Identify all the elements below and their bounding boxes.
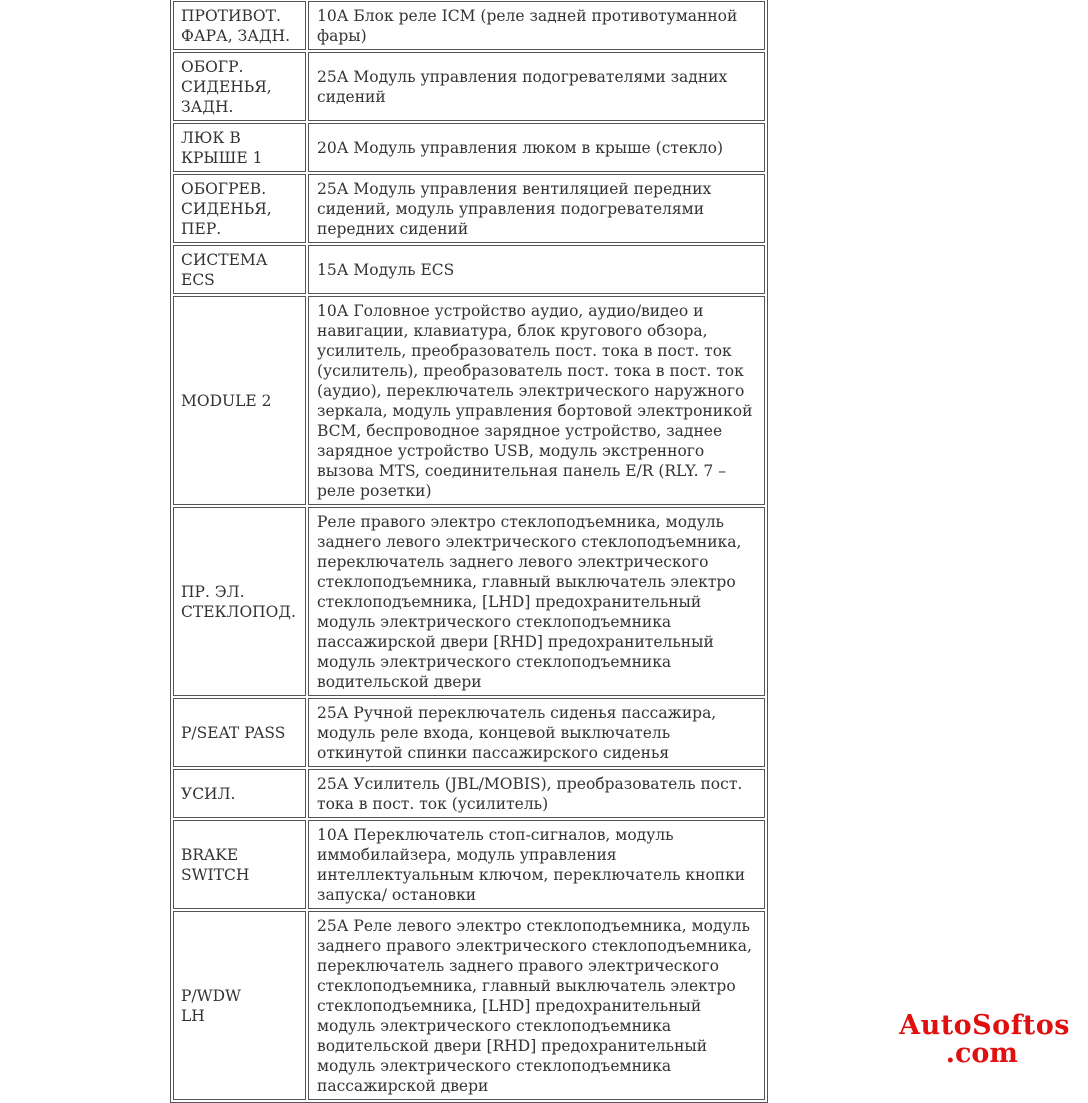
fuse-name-cell: P/SEAT PASS (173, 698, 306, 767)
fuse-name-cell: УСИЛ. (173, 769, 306, 818)
fuse-description-cell: 10А Блок реле ICM (реле задней противотуманной фары) (308, 1, 765, 50)
fuse-description-cell: 25А Модуль управления подогревателями задних сидений (308, 52, 765, 121)
fuse-name-cell: ОБОГРЕВ. СИДЕНЬЯ, ПЕР. (173, 174, 306, 243)
table-row (173, 507, 765, 696)
fuse-name-cell: ПРОТИВОТ. ФАРА, ЗАДН. (173, 1, 306, 50)
table-row (173, 174, 765, 243)
logo-line-2: .com (945, 1038, 1018, 1069)
fuse-description-cell: 10А Головное устройство аудио, аудио/видео и навигации, клавиатура, блок кругового обзора, усилитель, преобразователь пост. тока в пост. ток (усилитель), преобразователь пост. тока в пост. ток (аудио), переключатель электрического наружного зеркала, модуль управления бортовой электроникой BCM, беспроводное зарядное устройство, заднее зарядное устройство USB, модуль экстренного вызова MTS, соединительная панель E/R (RLY. 7 – реле розетки) (308, 296, 765, 505)
table-row (173, 698, 765, 767)
fuse-name-cell: P/WDW LH (173, 911, 306, 1100)
fuse-table (170, 0, 768, 1103)
table-row (173, 123, 765, 172)
fuse-description-cell: 25А Модуль управления вентиляцией передних сидений, модуль управления подогревателями передних сидений (308, 174, 765, 243)
table-row (173, 52, 765, 121)
table-row (173, 820, 765, 909)
table-row (173, 1, 765, 50)
fuse-name-cell: ЛЮК В КРЫШЕ 1 (173, 123, 306, 172)
fuse-name-cell: ОБОГР. СИДЕНЬЯ, ЗАДН. (173, 52, 306, 121)
logo-line-1: AutoSoftos (899, 1010, 1070, 1041)
fuse-name-cell: ПР. ЭЛ. СТЕКЛОПОД. (173, 507, 306, 696)
fuse-description-cell: 20А Модуль управления люком в крыше (стекло) (308, 123, 765, 172)
table-row (173, 245, 765, 294)
table-row (173, 911, 765, 1100)
table-row (173, 296, 765, 505)
fuse-name-cell: СИСТЕМА ECS (173, 245, 306, 294)
fuse-description-cell: 15А Модуль ECS (308, 245, 765, 294)
fuse-name-cell: BRAKE SWITCH (173, 820, 306, 909)
fuse-description-cell: Реле правого электро стеклоподъемника, модуль заднего левого электрического стеклоподъемника, переключатель заднего левого электрического стеклоподъемника, главный выключатель электро стеклоподъемника, [LHD] предохранительный модуль электрического стеклоподъемника пассажирской двери [RHD] предохранительный модуль электрического стеклоподъемника водительской двери (308, 507, 765, 696)
site-logo-watermark (899, 1012, 1070, 1068)
fuse-description-cell: 25А Ручной переключатель сиденья пассажира, модуль реле входа, концевой выключатель откинутой спинки пассажирского сиденья (308, 698, 765, 767)
fuse-table-body (173, 1, 765, 1100)
fuse-description-cell: 25А Усилитель (JBL/MOBIS), преобразователь пост. тока в пост. ток (усилитель) (308, 769, 765, 818)
fuse-description-cell: 10А Переключатель стоп-сигналов, модуль иммобилайзера, модуль управления интеллектуальным ключом, переключатель кнопки запуска/ остановки (308, 820, 765, 909)
fuse-name-cell: MODULE 2 (173, 296, 306, 505)
table-row (173, 769, 765, 818)
fuse-description-cell: 25А Реле левого электро стеклоподъемника, модуль заднего правого электрического стеклоподъемника, переключатель заднего правого электрического стеклоподъемника, главный выключатель электро стеклоподъемника, [LHD] предохранительный модуль электрического стеклоподъемника водительской двери [RHD] предохранительный модуль электрического стеклоподъемника пассажирской двери (308, 911, 765, 1100)
fuse-table-container (170, 0, 768, 1103)
